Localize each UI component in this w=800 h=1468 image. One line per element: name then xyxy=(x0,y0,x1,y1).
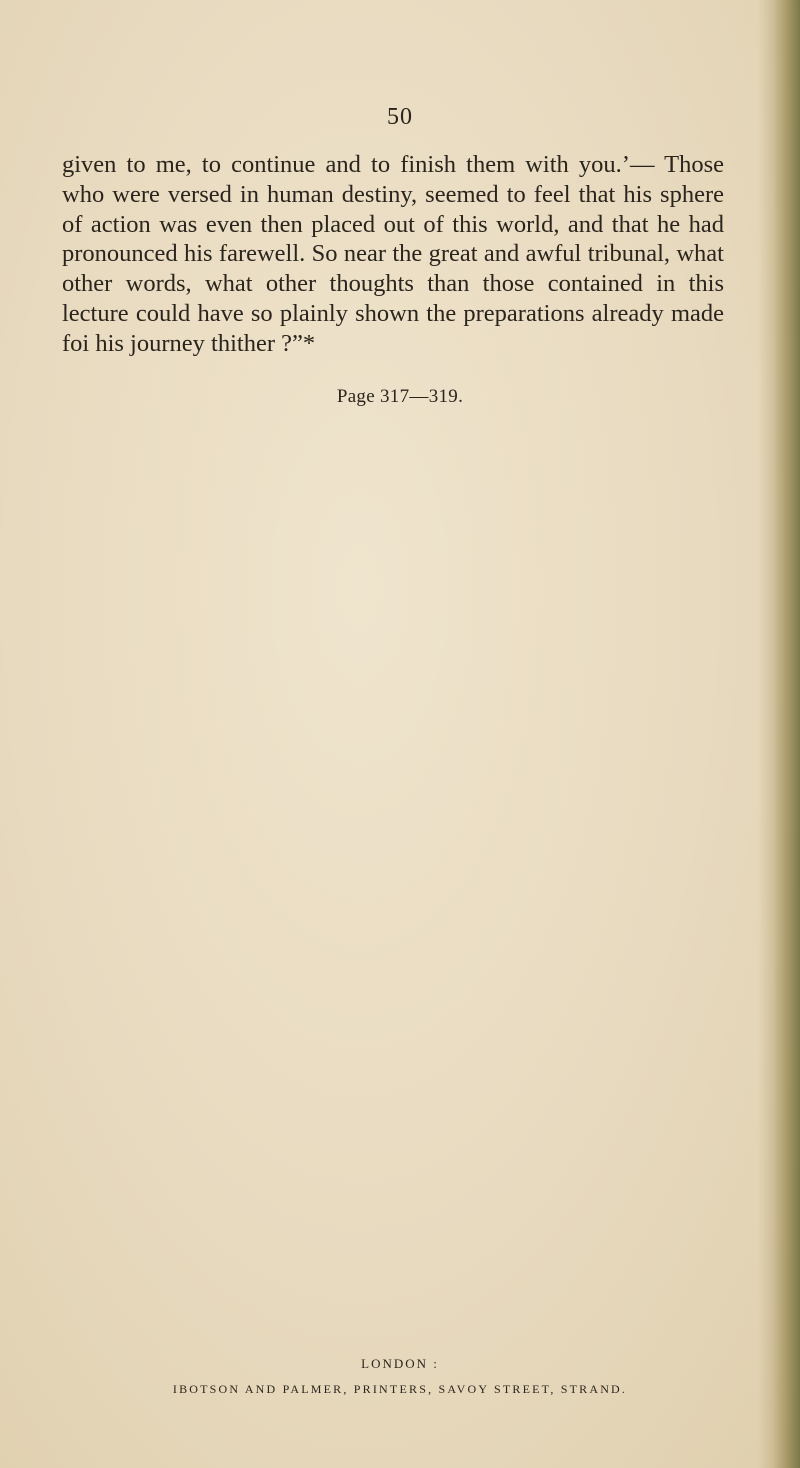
imprint-city: LONDON : xyxy=(361,1356,439,1371)
page-number: 50 xyxy=(387,104,413,130)
imprint-printer: IBOTSON AND PALMER, PRINTERS, SAVOY STREET, STRAND. xyxy=(172,1382,628,1396)
body-text xyxy=(62,150,724,359)
page-edge-shadow xyxy=(758,0,800,1468)
body-paragraph: given to me, to continue and to finish them with you.’— Those who were versed in human destiny, seemed to feel that his sphere of action was even then placed out of this world, and that he had pronounced his farewell. So near the great and awful tribunal, what other words, what other thoughts than those contained in this lecture could have so plainly shown the preparations already made foi his journey thither ?”* xyxy=(62,151,724,357)
page-citation: Page 317—319. xyxy=(336,386,464,407)
